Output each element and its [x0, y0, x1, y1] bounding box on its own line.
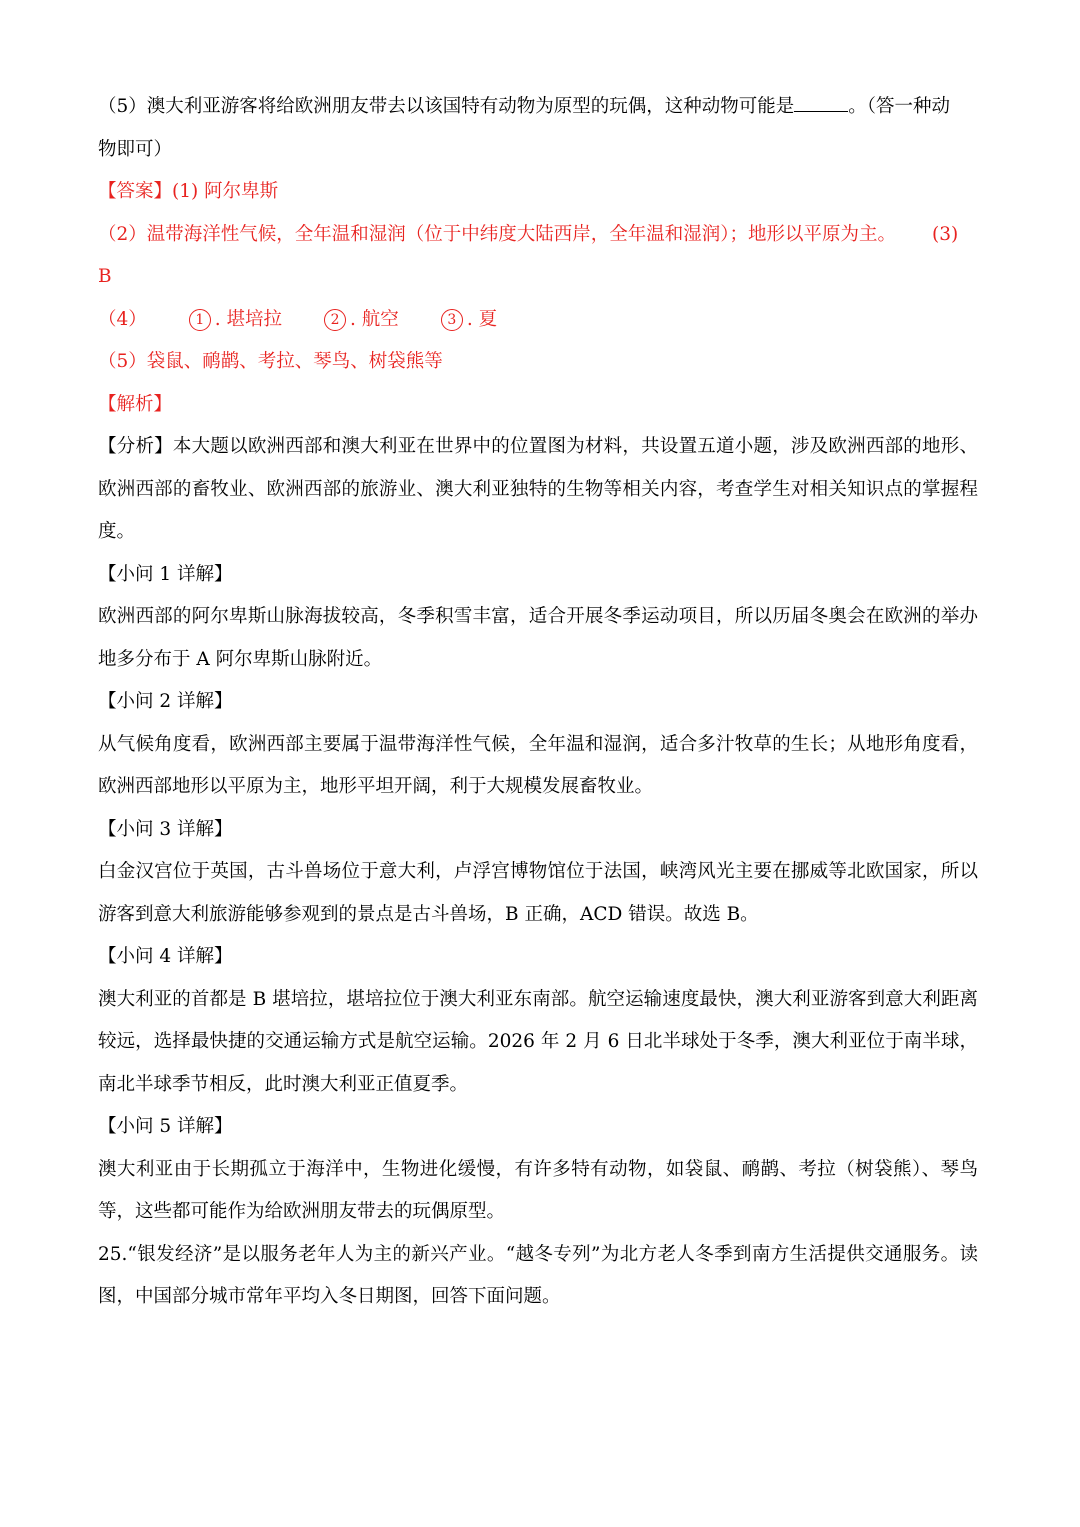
question-5-line-1: [98, 86, 978, 129]
detail-4-text: 澳大利亚的首都是 B 堪培拉，堪培拉位于澳大利亚东南部。航空运输速度最快，澳大利亚游客到意大利距离较远，选择最快捷的交通运输方式是航空运输。2026 年 2 月 6 日北半球处于冬季，澳大利亚位于南半球，南北半球季节相反，此时澳大利亚正值夏季。: [98, 988, 978, 1095]
answer-4-option: 3 . 夏: [441, 299, 497, 342]
answer-4-option: 2 . 航空: [324, 299, 399, 342]
detail-1-title: 【小问 1 详解】: [98, 563, 233, 585]
question-5-prefix: （5）澳大利亚游客将给欧洲朋友带去以该国特有动物为原型的玩偶，这种动物可能是: [98, 96, 795, 117]
answer-4-prefix: （4）: [98, 308, 147, 330]
question-5-suffix: 。（答一种动: [848, 96, 951, 117]
document-page: [98, 86, 978, 1319]
answer-1: (1) 阿尔卑斯: [172, 181, 279, 202]
circled-number-icon: 3: [441, 309, 463, 331]
detail-2-title: 【小问 2 详解】: [98, 691, 233, 712]
detail-5-text: 澳大利亚由于长期孤立于海洋中，生物进化缓慢，有许多特有动物，如袋鼠、鸸鹋、考拉（树袋熊）、琴鸟等，这些都可能作为给欧洲朋友带去的玩偶原型。: [98, 1158, 978, 1222]
circled-number-icon: 2: [324, 309, 346, 331]
question-25: 25.“银发经济”是以服务老年人为主的新兴产业。“越冬专列”为北方老人冬季到南方生活提供交通服务。读图，中国部分城市常年平均入冬日期图，回答下面问题。: [98, 1243, 978, 1307]
detail-3-title: 【小问 3 详解】: [98, 818, 233, 840]
answer-3-number: (3): [932, 223, 959, 245]
detail-3-text: 白金汉宫位于英国，古斗兽场位于意大利，卢浮宫博物馆位于法国，峡湾风光主要在挪威等北欧国家，所以游客到意大利旅游能够参观到的景点是古斗兽场，B 正确，ACD 错误。故选 B。: [98, 861, 978, 925]
answer-label: 【答案】: [98, 181, 173, 202]
analysis-label: 【解析】: [98, 393, 173, 415]
detail-4-title: 【小问 4 详解】: [98, 946, 233, 967]
answer-4-option: 1 . 堪培拉: [189, 299, 282, 342]
answer-3-value: B: [98, 266, 112, 287]
detail-1-text: 欧洲西部的阿尔卑斯山脉海拔较高，冬季积雪丰富，适合开展冬季运动项目，所以历届冬奥会在欧洲的举办地多分布于 A 阿尔卑斯山脉附近。: [98, 606, 978, 670]
question-5-line-2: 物即可）: [98, 138, 173, 160]
circled-number-icon: 1: [189, 309, 211, 331]
answer-blank: [794, 93, 848, 112]
analysis-summary: 【分析】本大题以欧洲西部和澳大利亚在世界中的位置图为材料，共设置五道小题，涉及欧洲西部的地形、欧洲西部的畜牧业、欧洲西部的旅游业、澳大利亚独特的生物等相关内容，考查学生对相关知识点的掌握程度。: [98, 436, 978, 542]
detail-2-text: 从气候角度看，欧洲西部主要属于温带海洋性气候，全年温和湿润，适合多汁牧草的生长；从地形角度看，欧洲西部地形以平原为主，地形平坦开阔，利于大规模发展畜牧业。: [98, 733, 978, 797]
answer-line-4: [98, 299, 978, 342]
answer-line-1: [98, 171, 978, 214]
detail-5-title: 【小问 5 详解】: [98, 1116, 233, 1137]
answer-line-2: [98, 214, 978, 257]
answer-5: （5）袋鼠、鸸鹋、考拉、琴鸟、树袋熊等: [98, 351, 443, 372]
answer-2: （2）温带海洋性气候，全年温和湿润（位于中纬度大陆西岸，全年温和湿润）；地形以平原为主。: [98, 223, 897, 245]
